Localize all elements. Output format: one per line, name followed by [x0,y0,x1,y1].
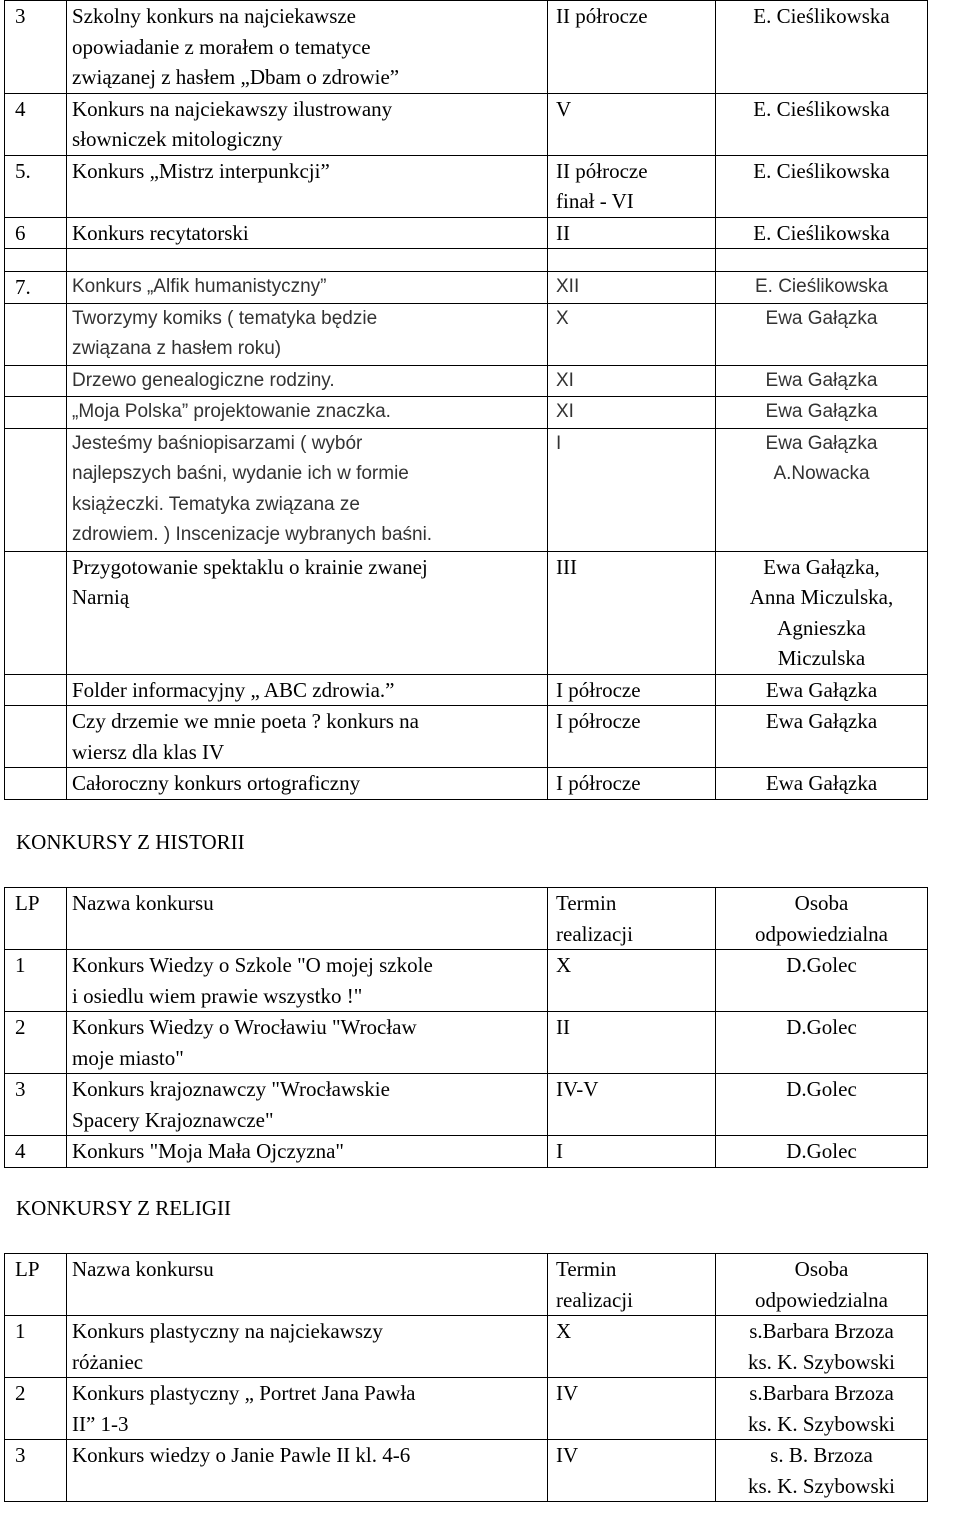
table-row [5,428,928,551]
cell-person: D.Golec [716,950,928,1012]
competitions-table-history [4,887,928,1168]
cell-name: Konkurs „Alfik humanistyczny” [67,272,548,304]
cell-lp: 1 [5,1316,67,1378]
cell-term: I [548,428,716,551]
table-row [5,1074,928,1136]
cell-term: I półrocze [548,706,716,768]
cell-person: Ewa Gałązka [716,365,928,397]
cell-term: V [548,93,716,155]
cell-term: IV [548,1378,716,1440]
cell-lp: 5. [5,155,67,217]
cell-person: E. Cieślikowska [716,272,928,304]
cell-term: II półrocze finał - VI [548,155,716,217]
table-row [5,674,928,706]
cell-name: Konkurs „Mistrz interpunkcji” [67,155,548,217]
cell-name: Konkurs recytatorski [67,217,548,249]
spacer-cell [67,249,548,272]
cell-name: Nazwa konkursu [67,1254,548,1316]
cell-person: Osoba odpowiedzialna [716,888,928,950]
cell-lp: 4 [5,1136,67,1168]
cell-lp [5,303,67,365]
cell-term: XII [548,272,716,304]
cell-term: X [548,950,716,1012]
table-row [5,397,928,429]
cell-person: Ewa Gałązka [716,706,928,768]
cell-person: E. Cieślikowska [716,217,928,249]
cell-name: Nazwa konkursu [67,888,548,950]
cell-person: Osoba odpowiedzialna [716,1254,928,1316]
spacer-cell [548,249,716,272]
cell-person: E. Cieślikowska [716,155,928,217]
cell-name: Konkurs plastyczny na najciekawszy różaniec [67,1316,548,1378]
cell-person: D.Golec [716,1012,928,1074]
cell-person: D.Golec [716,1074,928,1136]
cell-person: s.Barbara Brzoza ks. K. Szybowski [716,1316,928,1378]
spacer-row [5,249,928,272]
cell-name: Drzewo genealogiczne rodziny. [67,365,548,397]
table-header-row [5,1254,928,1316]
competitions-table-religion [4,1253,928,1502]
cell-person: Ewa Gałązka, Anna Miczulska, Agnieszka Miczulska [716,551,928,674]
cell-name: Całoroczny konkurs ortograficzny [67,768,548,800]
cell-person: s. B. Brzoza ks. K. Szybowski [716,1440,928,1502]
table-row [5,706,928,768]
cell-person: D.Golec [716,1136,928,1168]
cell-name: „Moja Polska” projektowanie znaczka. [67,397,548,429]
spacer-cell [716,249,928,272]
cell-person: Ewa Gałązka [716,303,928,365]
cell-lp [5,428,67,551]
cell-name: Szkolny konkurs na najciekawsze opowiadanie z morałem o tematyce związanej z hasłem „Dbam o zdrowie” [67,1,548,94]
cell-name: Przygotowanie spektaklu o krainie zwanej Narnią [67,551,548,674]
cell-lp: 3 [5,1440,67,1502]
cell-term: IV-V [548,1074,716,1136]
table-row [5,155,928,217]
cell-name: Tworzymy komiks ( tematyka będzie związana z hasłem roku) [67,303,548,365]
table-row [5,1440,928,1502]
cell-lp [5,397,67,429]
cell-name: Konkurs wiedzy o Janie Pawle II kl. 4-6 [67,1440,548,1502]
cell-term: II [548,1012,716,1074]
cell-term: IV [548,1440,716,1502]
table-row [5,1378,928,1440]
cell-lp: 7. [5,272,67,304]
cell-lp: LP [5,1254,67,1316]
cell-term: XI [548,365,716,397]
cell-lp: 1 [5,950,67,1012]
cell-term: XI [548,397,716,429]
table-row [5,303,928,365]
cell-lp: 4 [5,93,67,155]
cell-lp [5,365,67,397]
table-row [5,551,928,674]
cell-lp: 3 [5,1074,67,1136]
cell-name: Konkurs krajoznawczy "Wrocławskie Spacery Krajoznawcze" [67,1074,548,1136]
cell-person: s.Barbara Brzoza ks. K. Szybowski [716,1378,928,1440]
cell-person: Ewa Gałązka [716,397,928,429]
cell-term: III [548,551,716,674]
table-row [5,365,928,397]
cell-term: II półrocze [548,1,716,94]
table-row [5,217,928,249]
spacer-cell [5,249,67,272]
cell-lp [5,768,67,800]
cell-lp [5,706,67,768]
cell-lp: 3 [5,1,67,94]
cell-person: E. Cieślikowska [716,93,928,155]
cell-term: II [548,217,716,249]
table-header-row [5,888,928,950]
competitions-table-polish [4,0,928,800]
cell-name: Konkurs Wiedzy o Wrocławiu "Wrocław moje miasto" [67,1012,548,1074]
religion-heading: KONKURSY Z RELIGII [16,1196,232,1220]
table-row [5,1316,928,1378]
cell-lp [5,674,67,706]
cell-name: Konkurs plastyczny „ Portret Jana Pawła II” 1-3 [67,1378,548,1440]
table-row [5,1012,928,1074]
cell-name: Folder informacyjny „ ABC zdrowia.” [67,674,548,706]
cell-term: X [548,1316,716,1378]
cell-name: Jesteśmy baśniopisarzami ( wybór najlepszych baśni, wydanie ich w formie książeczki. Tematyka związana ze zdrowiem. ) Inscenizacje wybranych baśni. [67,428,548,551]
cell-person: Ewa Gałązka A.Nowacka [716,428,928,551]
cell-name: Konkurs Wiedzy o Szkole "O mojej szkole i osiedlu wiem prawie wszystko !" [67,950,548,1012]
cell-person: Ewa Gałązka [716,768,928,800]
cell-lp: 2 [5,1378,67,1440]
table-row [5,93,928,155]
cell-name: Konkurs "Moja Mała Ojczyzna" [67,1136,548,1168]
table-row [5,272,928,304]
cell-term: I półrocze [548,768,716,800]
table-row [5,768,928,800]
cell-term: X [548,303,716,365]
history-heading: KONKURSY Z HISTORII [16,830,245,854]
cell-term: Termin realizacji [548,888,716,950]
cell-term: I półrocze [548,674,716,706]
cell-lp: 2 [5,1012,67,1074]
table-row [5,1,928,94]
cell-person: Ewa Gałązka [716,674,928,706]
cell-name: Konkurs na najciekawszy ilustrowany słowniczek mitologiczny [67,93,548,155]
cell-lp: 6 [5,217,67,249]
cell-name: Czy drzemie we mnie poeta ? konkurs na wiersz dla klas IV [67,706,548,768]
cell-lp [5,551,67,674]
cell-lp: LP [5,888,67,950]
table-row [5,1136,928,1168]
cell-term: I [548,1136,716,1168]
cell-person: E. Cieślikowska [716,1,928,94]
cell-term: Termin realizacji [548,1254,716,1316]
table-row [5,950,928,1012]
